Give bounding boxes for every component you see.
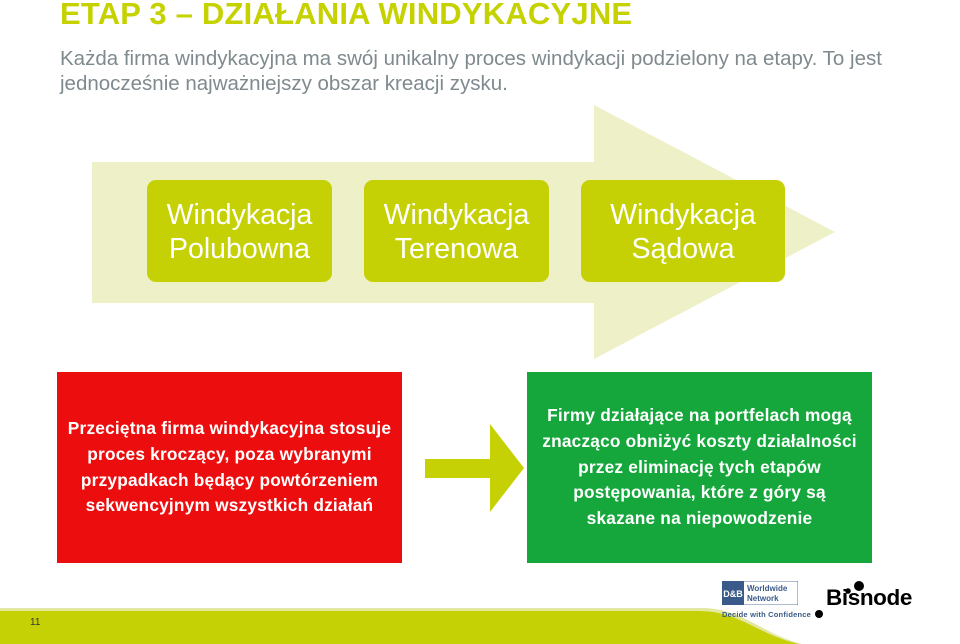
dnb-badge-text: D&B: [723, 589, 743, 599]
current-process-text: Przeciętna firma windykacyjna stosuje proces kroczący, poza wybranymi przypadkach będący powtórzeniem sekwencyjnym wszystkich działań: [67, 417, 392, 516]
stage-sadowa-line1: Windykacja: [610, 199, 756, 231]
page-number: 11: [30, 617, 41, 628]
dnb-tagline: Decide with Confidence: [722, 610, 811, 619]
stage-polubowna-line1: Windykacja: [166, 199, 313, 231]
dnb-line2: Network: [747, 594, 779, 603]
stage-polubowna-line2: Polubowna: [168, 233, 311, 265]
bisnode-logo-text: Bisnode: [826, 585, 912, 610]
stage-sadowa-line2: Sądowa: [631, 233, 735, 265]
stage-terenowa-line2: Terenowa: [394, 233, 519, 265]
dnb-line1: Worldwide: [747, 584, 788, 593]
page-title: ETAP 3 – DZIAŁANIA WINDYKACYJNE: [60, 0, 633, 31]
page-subtitle: Każda firma windykacyjna ma swój unikalny proces windykacji podzielony na etapy. To jest jednocześnie najważniejszy obszar kreacji zysku.: [60, 47, 882, 95]
stage-terenowa-line1: Windykacja: [383, 199, 530, 231]
optimized-process-text: Firmy działające na portfelach mogą znacząco obniżyć koszty działalności przez eliminację tych etapów postępowania, które z góry są skazane na niepowodzenie: [542, 405, 857, 529]
dnb-logo-icon: [722, 581, 798, 605]
